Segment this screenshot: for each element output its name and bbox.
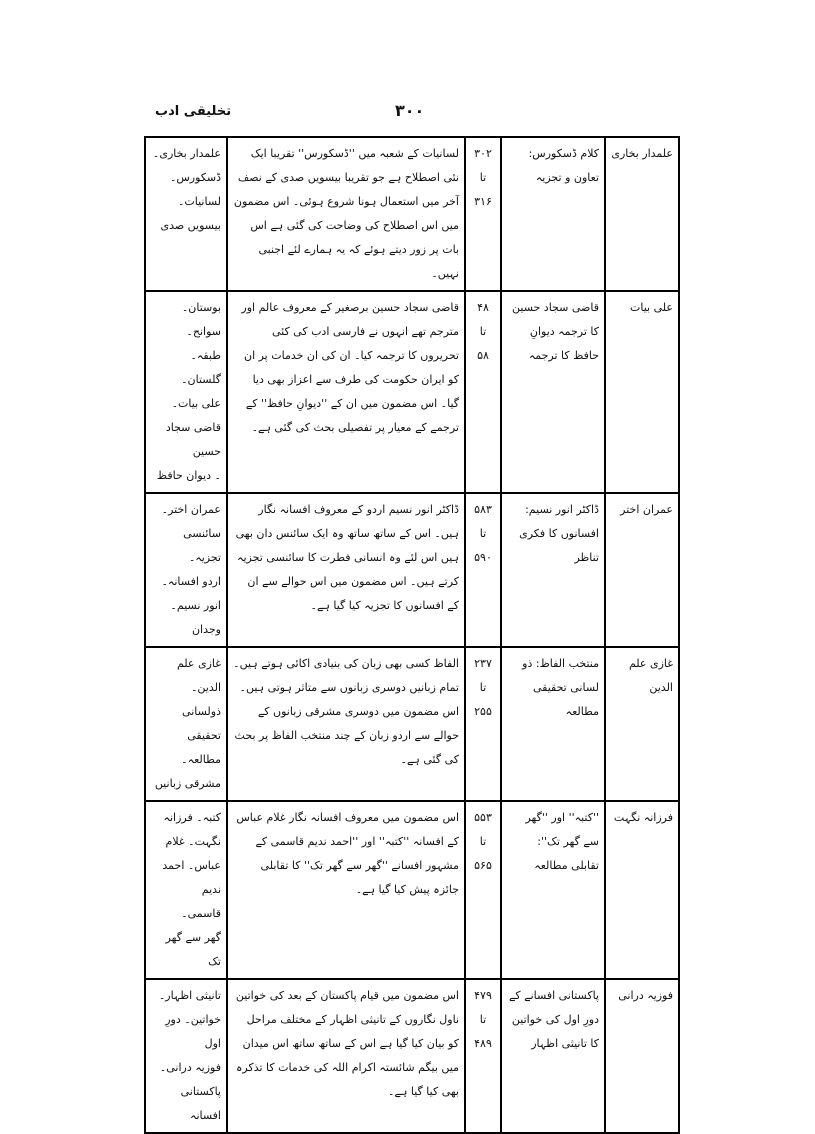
title-cell: ڈاکٹر انور نسیم: افسانوں کا فکری تناظر bbox=[501, 493, 605, 647]
page-range-item: ۵۶۵ bbox=[474, 859, 492, 872]
journal-title: تخلیقی ادب bbox=[155, 104, 232, 119]
page-range-item: تا bbox=[479, 527, 487, 540]
keyword: انور نسیم۔ وجدان bbox=[170, 599, 221, 636]
summary-cell: اس مضمون میں معروف افسانہ نگار غلام عباس کے افسانہ ''کتبہ'' اور ''احمد ندیم قاسمی کے مشہور افسانے ''گھر سے گھر تک'' کا تقابلی جائزہ پیش کیا گیا ہے۔ bbox=[227, 801, 465, 979]
pages-cell bbox=[465, 647, 501, 801]
page-range-item: ۳۰۲ bbox=[474, 147, 492, 160]
table-row bbox=[145, 291, 679, 493]
pages-cell bbox=[465, 493, 501, 647]
keyword: عباس۔ احمد ندیم bbox=[162, 859, 221, 896]
title-cell: ''کتبہ'' اور ''گھر سے گھر تک'': تقابلی مطالعہ bbox=[501, 801, 605, 979]
title-cell: پاکستانی افسانے کے دورِ اول کی خواتین کا تانیثی اظہار bbox=[501, 979, 605, 1133]
page-range-item: ۳۱۶ bbox=[474, 195, 492, 208]
pages-cell bbox=[465, 801, 501, 979]
title-cell: کلام ڈسکورس: تعاون و تجزیہ bbox=[501, 137, 605, 291]
keywords-cell bbox=[145, 979, 227, 1133]
page-range-item: ۲۳۷ bbox=[474, 657, 492, 670]
keyword: علی بیات۔ bbox=[171, 397, 221, 410]
summary-cell: اس مضمون میں قیام پاکستان کے بعد کی خواتین ناول نگاروں کے تانیثی اظہار کے مختلف مراحل کو بیان کیا گیا ہے اس کے ساتھ ساتھ اس میدان میں بیگم شائستہ اکرام اللہ کی خدمات کا تذکرہ بھی کیا گیا ہے۔ bbox=[227, 979, 465, 1133]
page-range-item: ۲۵۵ bbox=[474, 705, 492, 718]
keyword: پاکستانی افسانہ bbox=[180, 1085, 221, 1122]
table-row bbox=[145, 647, 679, 801]
page-range-item: ۴۸۹ bbox=[474, 1037, 492, 1050]
page-range-item: تا bbox=[479, 681, 487, 694]
keyword: ذولسانی تحقیقی bbox=[182, 705, 221, 742]
page-range-item: تا bbox=[479, 325, 487, 338]
page-range-item: ۵۵۳ bbox=[474, 811, 492, 824]
table-row bbox=[145, 801, 679, 979]
summary-cell: لسانیات کے شعبہ میں ''ڈسکورس'' تقریبا ایک نئی اصطلاح ہے جو تقریبا بیسویں صدی کے نصف آخر میں استعمال ہونا شروع ہوئی۔ اس مضمون میں اس اصطلاح کی وضاحت کی گئی ہے اس بات پر زور دیتے ہوئے کہ یہ ہمارے لئے اجنبی نہیں۔ bbox=[227, 137, 465, 291]
page-range-item: تا bbox=[479, 1013, 487, 1026]
keyword: بیسویں صدی bbox=[160, 219, 221, 232]
author-cell: علمدار بخاری bbox=[605, 137, 679, 291]
keywords-cell bbox=[145, 137, 227, 291]
page-range-item: تا bbox=[479, 171, 487, 184]
keyword: فوزیہ درانی۔ bbox=[159, 1061, 221, 1074]
author-cell: فوزیہ درانی bbox=[605, 979, 679, 1133]
page-range-item: ۵۸ bbox=[477, 349, 489, 362]
author-cell: غازی علم الدین bbox=[605, 647, 679, 801]
page-range-item: تا bbox=[479, 835, 487, 848]
title-cell: قاضی سجاد حسین کا ترجمہ دیوانِ حافظ کا ترجمہ bbox=[501, 291, 605, 493]
keywords-cell bbox=[145, 291, 227, 493]
keyword: گھر سے گھر تک bbox=[165, 931, 221, 968]
keyword: سائنسی تجزیہ۔ bbox=[183, 527, 221, 564]
keyword: طبقہ۔ گلستان۔ bbox=[181, 349, 221, 386]
pages-cell bbox=[465, 137, 501, 291]
page-range-item: ۴۷۹ bbox=[474, 989, 492, 1002]
keyword: ڈسکورس۔ bbox=[169, 171, 221, 184]
keyword: عمران اختر۔ bbox=[161, 503, 221, 516]
keyword: نگہت۔ غلام bbox=[165, 835, 221, 848]
author-cell: فرزانہ نگہت bbox=[605, 801, 679, 979]
keyword: خواتین۔ دورِ اول bbox=[165, 1013, 221, 1050]
keywords-cell bbox=[145, 647, 227, 801]
page-range-item: ۴۸ bbox=[477, 301, 489, 314]
keyword: مطالعہ۔ bbox=[181, 753, 221, 766]
keywords-cell bbox=[145, 493, 227, 647]
summary-cell: قاضی سجاد حسین برصغیر کے معروف عالم اور مترجم تھے انہوں نے فارسی ادب کی کئی تحریروں کا ترجمہ کیا۔ ان کی ان خدمات پر ان کو ایران حکومت کی طرف سے اعزاز بھی دیا گیا۔ اس مضمون میں ان کے ''دیوانِ حافظ'' کے ترجمے کے معیار پر تفصیلی بحث کی گئی ہے۔ bbox=[227, 291, 465, 493]
keyword: غازی علم الدین۔ bbox=[176, 657, 221, 694]
pages-cell bbox=[465, 291, 501, 493]
keyword: تانیثی اظہار۔ bbox=[158, 989, 221, 1002]
keyword: ۔ دیوان حافظ bbox=[156, 469, 221, 482]
keyword: قاسمی۔ bbox=[181, 907, 221, 920]
keyword: علمدار بخاری۔ bbox=[152, 147, 221, 160]
table-row bbox=[145, 493, 679, 647]
article-index-table bbox=[144, 136, 680, 1134]
keywords-cell bbox=[145, 801, 227, 979]
title-cell: منتخب الفاظ: ذو لسانی تحقیقی مطالعہ bbox=[501, 647, 605, 801]
keyword: بوستان۔ سوانح۔ bbox=[181, 301, 221, 338]
table-row bbox=[145, 979, 679, 1133]
keyword: کتبہ۔ فرزانہ bbox=[163, 811, 221, 824]
page-range-item: ۵۹۰ bbox=[474, 551, 492, 564]
author-cell: عمران اختر bbox=[605, 493, 679, 647]
author-cell: علی بیات bbox=[605, 291, 679, 493]
keyword: مشرقی زبانیں bbox=[154, 777, 221, 790]
summary-cell: الفاظ کسی بھی زبان کی بنیادی اکائی ہوتے ہیں۔ تمام زبانیں دوسری زبانوں سے متاثر ہوتی ہیں۔ اس مضمون میں دوسری مشرقی زبانوں کے حوالے سے اردو زبان کے چند منتخب الفاظ پر بحث کی گئی ہے۔ bbox=[227, 647, 465, 801]
keyword: اردو افسانہ۔ bbox=[161, 575, 221, 588]
table-row bbox=[145, 137, 679, 291]
page-range-item: ۵۸۳ bbox=[474, 503, 492, 516]
keyword: لسانیات۔ bbox=[177, 195, 221, 208]
keyword: قاضی سجاد حسین bbox=[165, 421, 221, 458]
page-number: ۳۰۰ bbox=[395, 101, 425, 120]
summary-cell: ڈاکٹر انور نسیم اردو کے معروف افسانہ نگار ہیں۔ اس کے ساتھ ساتھ وہ ایک سائنس دان بھی ہیں اس لئے وہ انسانی فطرت کا سائنسی تجزیہ کرتے ہیں۔ اس مضمون میں اس حوالے سے ان کے افسانوں کا تجزیہ کیا گیا ہے۔ bbox=[227, 493, 465, 647]
pages-cell bbox=[465, 979, 501, 1133]
